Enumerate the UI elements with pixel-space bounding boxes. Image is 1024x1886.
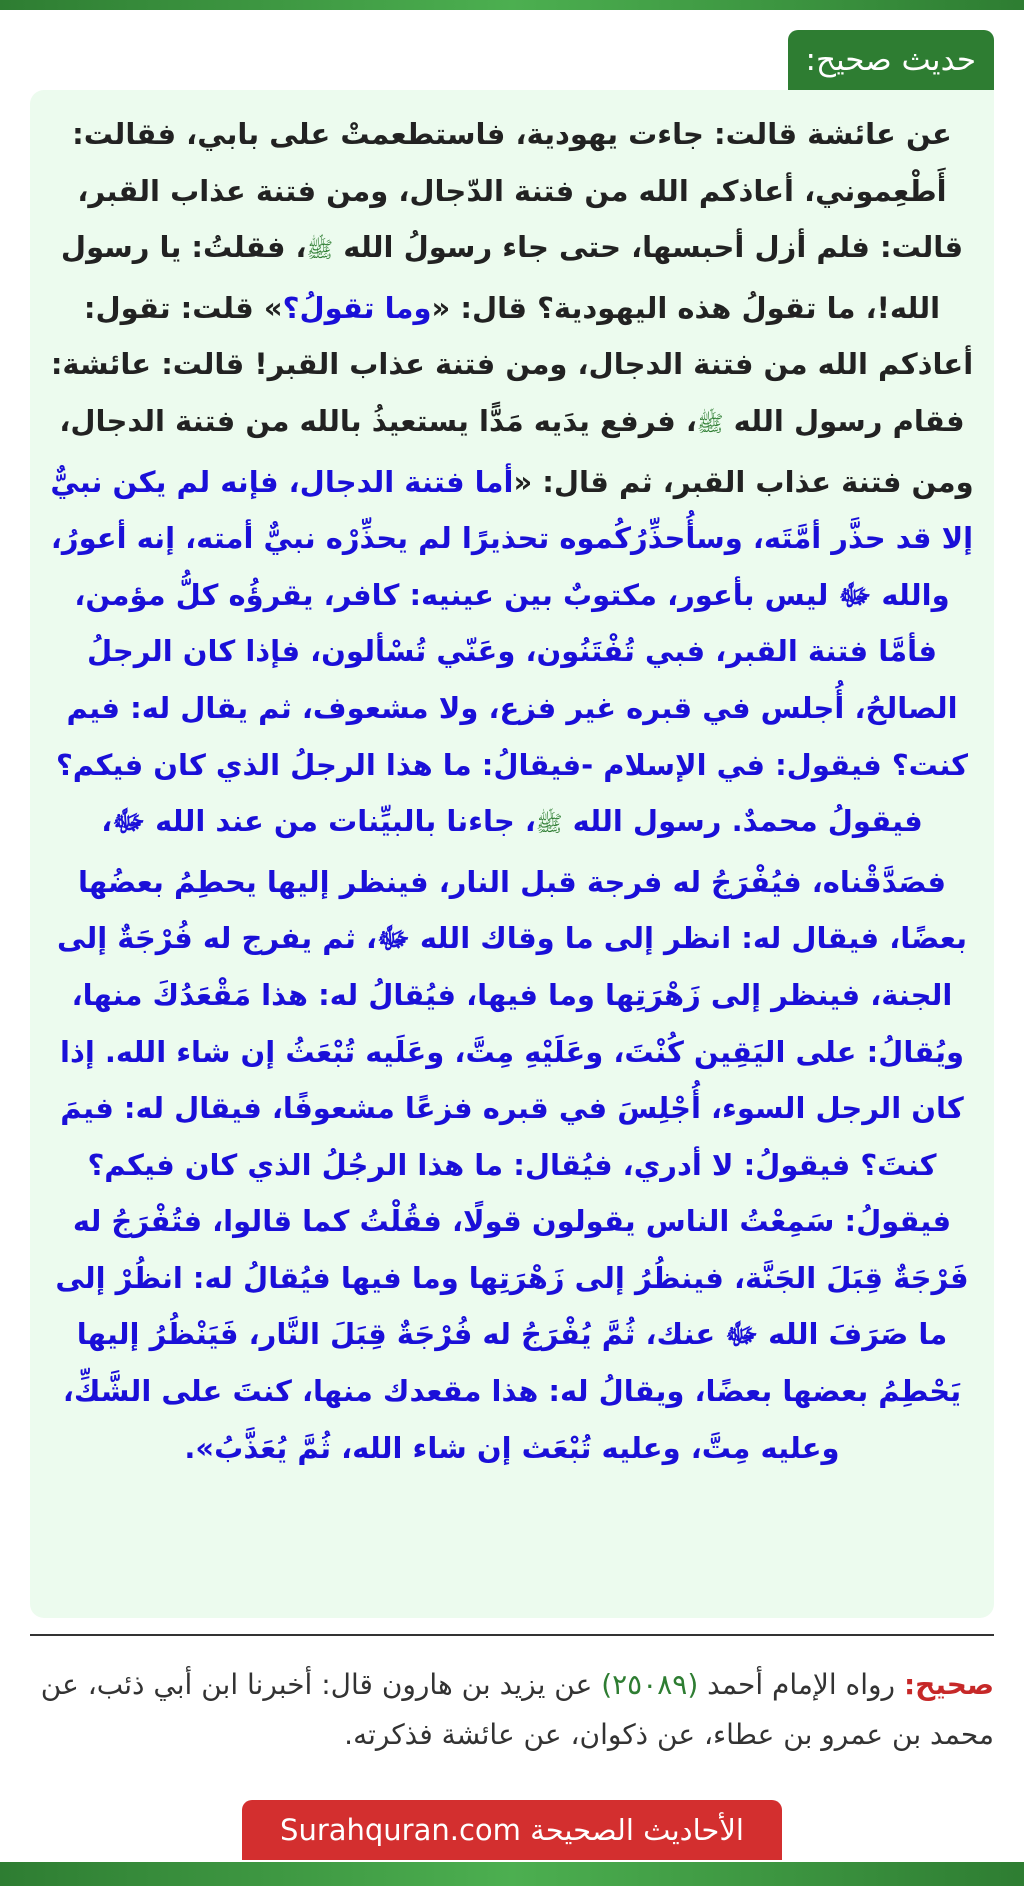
hadith-title-badge: حديث صحيح: <box>788 30 995 90</box>
salutation-symbol: ﷺ <box>696 411 724 437</box>
prophet-quote-2e: ، ثم يفرج له فُرْجَةٌ إلى الجنة، فينظر إلى زَهْرَتِها وما فيها، فيُقالُ له: هذا مَقْعَدُكَ منها، ويُقالُ: على اليَقِين كُنْتَ، وعَلَيْهِ مِتَّ، وعَلَيه تُبْعَثُ إن شاء الله. إذا كان الرجل السوء، أُجْلِسَ في قبره فزعًا مشعوفًا، فيقال له: فيمَ كنتَ؟ فيقولُ: لا أدري، فيُقال: ما هذا الرجُلُ الذي كان فيكم؟ فيقولُ: سَمِعْتُ الناس يقولون قولًا، فقُلْتُ كما قالوا، فتُفْرَجُ له فَرْجَةٌ قِبَلَ الجَنَّة، فينظُرُ إلى زَهْرَتِها وما فيها فيُقالُ له: انظُرْ إلى ما صَرَفَ الله <box>55 921 969 1352</box>
prophet-quote-2f: عنك، ثُمَّ يُفْرَجُ له فُرْجَةٌ قِبَلَ النَّار، فَيَنْظُرُ إليها يَحْطِمُ بعضها بعضًا، ويقالُ له: هذا مقعدك منها، كنتَ على الشَّكِّ، وعليه مِتَّ، وعليه تُبْعَث إن شاء الله، ثُمَّ يُعَذَّبُ <box>62 1317 962 1465</box>
glorification-symbol: ﷻ <box>838 577 872 612</box>
top-accent-bar <box>0 0 1024 10</box>
salutation-symbol: ﷺ <box>535 812 563 838</box>
salutation-symbol: ﷺ <box>306 238 334 264</box>
prophet-quote-2c: ، جاءنا بالبيِّنات من عند الله <box>155 804 536 839</box>
grade-label: صحيح: <box>903 1668 994 1701</box>
glorification-symbol: ﷻ <box>725 1317 759 1352</box>
hadith-part-4: ، فرفع يدَيه مَدًّا يستعيذُ بالله من فتنة الدجال، ومن فتنة عذاب القبر، ثم قال: « <box>59 403 974 499</box>
hadith-part-3: » قلت: تقول: أعاذكم الله من فتنة الدجال، ومن فتنة عذاب القبر! قالت: عائشة: فقام رسول الله <box>50 290 974 438</box>
glorification-symbol: ﷻ <box>112 804 145 839</box>
prophet-quote-2d: ، فصَدَّقْناه، فيُفْرَجُ له فرجة قبل النار، فينظر إليها يحطِمُ بعضُها بعضًا، فيقال له: انظر إلى ما وقاك الله <box>78 804 967 956</box>
source-text-before-ref: رواه الإمام أحمد <box>698 1668 904 1701</box>
quote-closing: ». <box>184 1430 215 1465</box>
source-text-after-ref: عن يزيد بن هارون قال: أخبرنا ابن أبي ذئب، عن محمد بن عمرو بن عطاء، عن ذكوان، عن عائشة فذكرته. <box>40 1668 994 1751</box>
hadith-box <box>30 90 994 1618</box>
site-link-badge[interactable]: الأحاديث الصحيحة Surahquran.com <box>242 1800 782 1860</box>
reference-number: (٢٥٠٨٩) <box>601 1668 699 1701</box>
bottom-accent-bar <box>0 1862 1024 1886</box>
glorification-symbol: ﷻ <box>377 921 410 956</box>
hadith-part-2: ، فقلتُ: يا رسول الله!، ما تقولُ هذه اليهودية؟ قال: « <box>60 230 941 325</box>
prophet-quote-2a: أما فتنة الدجال، فإنه لم يكن نبيٌّ إلا قد حذَّر أمَّتَه، وسأُحذِّرُكُموه تحذيرًا لم يحذِّرْه نبيٌّ أمته، إنه أعورُ، والله <box>50 464 974 612</box>
hadith-text <box>46 106 978 1476</box>
hadith-intro: عن عائشة قالت: جاءت يهودية، فاستطعمتْ على بابي، فقالت: أَطْعِموني، أعاذكم الله من فتنة الدّجال، ومن فتنة عذاب القبر، قالت: فلم أزل أحبسها، حتى جاء رسولُ الله <box>72 117 964 265</box>
source-citation <box>30 1660 994 1760</box>
section-divider <box>30 1634 994 1636</box>
prophet-quote-1: وما تقولُ؟ <box>282 290 432 325</box>
prophet-quote-2b: ليس بأعور، مكتوبٌ بين عينيه: كافر، يقرؤُه كلُّ مؤمن، فأمَّا فتنة القبر، فبي تُفْتَنُون، وعَنّي تُسْألون، فإذا كان الرجلُ الصالحُ، أُجلس في قبره غير فزع، ولا مشعوف، ثم يقال له: فيم كنت؟ فيقول: في الإسلام -فيقالُ: ما هذا الرجلُ الذي كان فيكم؟ فيقولُ محمدٌ. رسول الله <box>55 577 969 839</box>
